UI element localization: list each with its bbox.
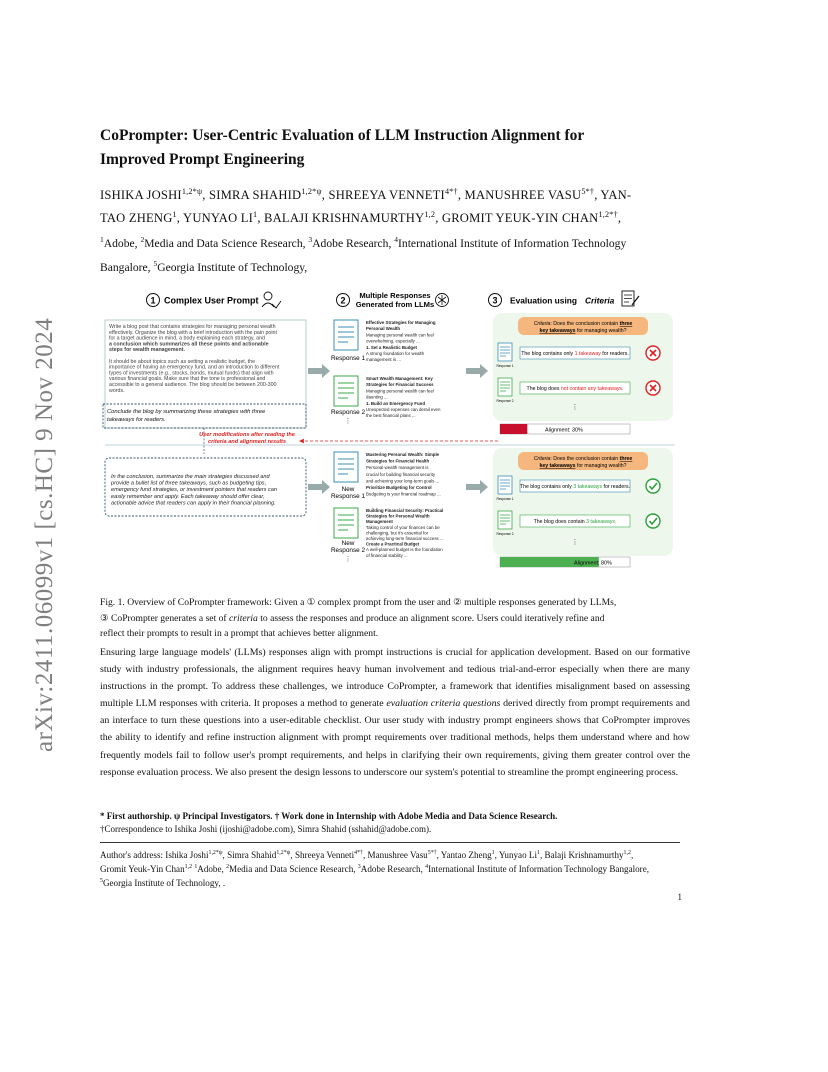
pass-check-icon — [646, 479, 660, 493]
evaluation-panel-before — [493, 313, 673, 421]
step-3-header — [489, 291, 640, 307]
criteria-question-after: Criteria: Does the conclusion contain three — [533, 456, 633, 462]
eval-new-response-2-icon — [498, 511, 512, 529]
response-1-excerpt — [366, 320, 436, 362]
svg-text:2: 2 — [340, 295, 346, 306]
resp2-lines-line: Smart Wealth Management: Key — [366, 376, 433, 381]
prompt-conclusion-line-2: takeaways for readers. — [107, 417, 166, 423]
fail-x-icon — [646, 381, 660, 395]
newresp2-lines-line: A well-planned budget is the foundation — [366, 547, 443, 553]
svg-text:⋮: ⋮ — [571, 539, 579, 546]
user-mod-line-1: User modifications after reading the — [199, 432, 295, 438]
newresp1-lines-line: Mastering Personal Wealth: Simple — [366, 452, 440, 457]
checklist-icon — [622, 291, 639, 306]
prompt-lines-line: accessible to a general audience. The blog should be between 200-300 — [109, 382, 277, 388]
resp2-lines-line: the best financial plans ... — [366, 413, 416, 419]
new-prompt-lines-line: provide a bullet list of three takeaways, such as budgeting tips, — [111, 480, 267, 487]
newresp1-lines-line: Personal wealth management is — [366, 465, 429, 471]
svg-text:⋮: ⋮ — [344, 418, 352, 425]
newresp1-lines-line: Strategies for Financial Health — [366, 458, 430, 464]
eval-new-response-2-label: Response 2 — [496, 532, 514, 536]
resp1-lines-line: management is ... — [366, 357, 401, 363]
newresp1-lines-line: crucial for building financial security — [366, 471, 436, 477]
newresp2-lines-line: of financial stability ... — [366, 552, 408, 558]
address-line-1: Author's address: Ishika Joshi$^{1,2*\psi}$, Simra Shahid$^{1,2*\psi}$, Shreeya Venneti$^{4*\dagger}$, Manushree Vasu$^{5*\dagger}$, Yantao Zheng$^1$, Yunyao Li$^1$, Balaji Krishnamurthy$^{1,2}$, — [100, 849, 634, 860]
new-prompt-lines-line: emergency fund strategies, or investment pointers that readers can — [111, 487, 278, 494]
step-1-label: Complex User Prompt — [164, 295, 259, 306]
svg-text:key takeaways for managing wea: key takeaways for managing wealth? — [539, 328, 627, 334]
resp1-lines-line: overwhelming, especially ... — [366, 338, 420, 344]
caption-line-1: Fig. 1. Overview of CoPrompter framework: Given a ① complex prompt from the user and ② multiple responses generated by LLMs, — [100, 597, 617, 608]
new-response-1-label-a: New — [341, 486, 355, 493]
footer-divider — [100, 842, 680, 843]
new-response-2-label-a: New — [341, 540, 355, 547]
prompt-lines-line: importance of having an emergency fund, and an introduction to different — [109, 364, 280, 371]
user-mod-line-2: criteria and alignment results — [207, 439, 287, 445]
new-prompt-lines-line: actionable advice that readers can apply in their financial planning. — [111, 500, 276, 507]
title-line-1: CoPrompter: User-Centric Evaluation of LLM Instruction Alignment for — [100, 127, 585, 144]
affiliations — [100, 232, 740, 280]
address-line-3: $^5$Georgia Institute of Technology, . — [100, 877, 226, 888]
evaluation-panel-after — [493, 448, 673, 556]
eval-response-2-icon — [498, 378, 512, 396]
newresp1-lines-line: and achieving your long-term goals ... — [366, 478, 440, 484]
step-3-label-b: Criteria — [585, 295, 615, 306]
alignment-after-text: Alignment: 80% — [574, 560, 612, 567]
new-prompt-lines-line: easily remember and apply. Each takeaway should offer clear, — [111, 493, 265, 500]
resp2-lines-line: Strategies for Financial Success — [366, 382, 434, 388]
arxiv-identifier — [8, 290, 66, 760]
resp1-lines-line: 1. Set a Realistic Budget — [366, 344, 417, 350]
prompt-lines-line: effectively. Organize the blog with a brief introduction with the pain point — [109, 329, 277, 336]
prompt-lines-line: types of investments (e.g., stocks, bonds, mutual funds) that align with — [109, 370, 274, 377]
author-list — [100, 184, 740, 230]
title-line-2: Improved Prompt Engineering — [100, 151, 305, 168]
framework-figure — [100, 288, 680, 580]
prompt-lines-line: various financial goals. Make sure that the tone is professional and — [109, 376, 266, 383]
resp1-lines-line: Managing personal wealth can feel — [366, 332, 434, 338]
footnote-correspondence: †Correspondence to Ishika Joshi (ijoshi@adobe.com), Simra Shahid (sshahid@adobe.com). — [100, 824, 432, 834]
response-2-label: Response 2 — [330, 409, 366, 416]
fail-x-icon — [646, 346, 660, 360]
response-1-label: Response 1 — [330, 355, 366, 362]
prompt-lines-line: It should be about topics such as setting a realistic budget, the — [109, 358, 256, 365]
original-prompt-box — [103, 320, 306, 428]
resp2-lines-line: 1. Build an Emergency Fund — [366, 400, 426, 406]
footnote-authorship: * First authorship. ψ Principal Investigators. † Work done in Internship with Adobe Media and Data Science Research. — [100, 811, 558, 821]
eval-new-response-1-label: Response 1 — [496, 497, 514, 501]
authors-line-2: TAO ZHENG$^1$, YUNYAO $LI^1$, BALAJI KRISHNAMURTHY$^{1,2}$, GROMIT YEUK-YIN $CHAN^{1,2*\dagger}$, — [100, 209, 622, 225]
resp1-lines-line: A strong foundation for wealth — [366, 351, 425, 356]
prompt-lines-line: a conclusion which summarizes all these points and actionable — [109, 341, 269, 348]
new-prompt-lines-line: In the conclusion, summarize the main strategies discussed and — [111, 474, 270, 480]
eval-response-1-label: Response 1 — [496, 364, 514, 368]
newresp2-lines-line: challenging, but it's essential for — [366, 530, 429, 536]
newresp2-lines-line: Building Financial Security: Practical — [366, 508, 444, 513]
step-2-label-b: Generated from LLMs — [355, 300, 435, 309]
prompt-lines-line: words. — [109, 387, 125, 394]
svg-text:key takeaways for managing wea: key takeaways for managing wealth? — [539, 463, 627, 469]
newresp2-lines-line: Management — [366, 519, 393, 525]
svg-text:3: 3 — [492, 295, 498, 306]
page-number: 1 — [677, 892, 682, 902]
arrow-to-new-responses — [308, 480, 330, 494]
revised-prompt-box — [105, 458, 306, 516]
response-2-doc-icon — [334, 376, 358, 406]
eval-text-3: The blog contains only 3 takeaways for readers. — [519, 484, 631, 490]
figure-caption — [100, 595, 690, 642]
arrow-to-responses — [308, 364, 330, 378]
response-1-doc-icon — [334, 320, 358, 350]
eval-text-1: The blog contains only 1 takeaway for readers. — [521, 351, 629, 357]
user-icon — [262, 292, 281, 308]
user-modification-note — [199, 432, 498, 445]
criteria-question-before: Criteria: Does the conclusion contain three — [533, 321, 633, 327]
alignment-bar-after — [500, 557, 630, 567]
newresp2-lines-line: Strategies for Personal Wealth — [366, 513, 430, 519]
caption-line-3: reflect their prompts to result in a prompt that achieves better alignment. — [100, 628, 379, 639]
new-response-1-doc-icon — [334, 452, 358, 482]
step-3-label-a: Evaluation using — [510, 295, 578, 306]
new-response-2-excerpt — [366, 508, 444, 558]
new-response-2-doc-icon — [334, 508, 358, 538]
arrow-to-new-evaluation — [466, 480, 488, 494]
authors-line-1: ISHIKA $JOSHI^{1,2*\psi}$, SIMRA $SHAHID^{1,2*\psi}$, SHREEYA $VENNETI^{4*\dagger}$, MANUSHREE $VASU^{5*\dagger}$, YAN- — [100, 186, 632, 202]
resp2-lines-line: daunting ... — [366, 394, 388, 400]
resp2-lines-line: Unexpected expenses can derail even — [366, 407, 441, 412]
arrow-to-evaluation — [466, 364, 488, 378]
step-2-label-a: Multiple Responses — [359, 291, 431, 300]
eval-new-response-1-icon — [498, 476, 512, 494]
caption-line-2: ③ CoPrompter generates a set of criteria to assess the responses and produce an alignment score. Users could iteratively refine and — [100, 612, 605, 624]
svg-text:⋮: ⋮ — [344, 556, 352, 563]
affil-line-2: Bangalore, $^5$Georgia Institute of Technology, — [100, 259, 308, 274]
step-2-header — [337, 291, 449, 309]
newresp1-lines-line: Budgeting is your financial roadmap ... — [366, 491, 441, 497]
prompt-conclusion-line-1: Conclude the blog by summarizing these strategies with three — [107, 409, 266, 415]
eval-response-2-label: Response 2 — [496, 399, 514, 403]
openai-logo-icon — [436, 294, 449, 307]
affil-line-1: $^1$Adobe, $^2$Media and Data Science Research, $^3$Adobe Research, $^4$International Institute of Information Technology — [100, 235, 627, 250]
alignment-bar-before — [500, 424, 630, 434]
address-line-2: Gromit Yeuk-Yin Chan$^{1,2}$ $^1$Adobe, $^2$Media and Data Science Research, $^3$Adobe Research, $^4$International Institute of Information Technology Bangalore, — [100, 863, 650, 874]
alignment-before-text: Alignment: 30% — [545, 427, 583, 434]
prompt-lines-line: steps for wealth management. — [109, 347, 185, 354]
pass-check-icon — [646, 514, 660, 528]
eval-response-1-icon — [498, 343, 512, 361]
new-response-1-label-b: Response 1 — [330, 493, 366, 500]
newresp2-lines-line: Taking control of your finances can be — [366, 524, 440, 530]
svg-text:1: 1 — [150, 295, 156, 306]
prompt-lines-line: for a target audience in mind, a body explaining each strategy, and — [109, 335, 265, 342]
abstract: Ensuring large language models' (LLMs) responses align with prompt instructions is crucial for application development. Based on our formative study with industry professionals, the alignment requires heavy human involvement and tedious trial-and-error especially when there are many instructions in the prompt. To address these challenges, we introduce CoPrompter, a framework that identifies misalignment based on assessing multiple LLM responses with criteria. It proposes a method to generate evaluation criteria questions derived directly from prompt requirements and an interface to turn these questions into a user-editable checklist. Our user study with industry prompt engineers shows that CoPrompter improves the ability to identify and refine instruction alignment with prompt requirements over traditional methods, helps them understand where and how frequently models fail to follow user's prompt requirements, and helps in clarifying their own requirements, giving them greater control over the response evaluation process. We also present the design lessons to underscore our system's potential to streamline the prompt engineering process. — [100, 647, 690, 778]
resp1-lines-line: Effective Strategies for Managing — [366, 320, 436, 325]
new-response-1-excerpt — [366, 452, 441, 497]
resp2-lines-line: Managing personal wealth can feel — [366, 388, 434, 394]
paper-title — [100, 124, 740, 172]
new-response-2-label-b: Response 2 — [330, 547, 366, 554]
author-address — [100, 848, 685, 890]
newresp2-lines-line: Create a Practical Budget — [366, 541, 420, 547]
resp1-lines-line: Personal Wealth — [366, 326, 401, 332]
arxiv-id-text: arXiv:2411.06099v1 [cs.HC] 9 Nov 2024 — [31, 317, 58, 752]
prompt-lines-line: Write a blog post that contains strategies for managing personal wealth — [109, 324, 276, 330]
svg-text:⋮: ⋮ — [571, 404, 579, 411]
eval-text-2: The blog does not contain any takeaways. — [526, 386, 624, 392]
step-1-header — [147, 292, 282, 308]
eval-text-4: The blog does contain 3 takeaways. — [533, 519, 617, 525]
newresp1-lines-line: Prioritize Budgeting for Control — [366, 485, 432, 490]
response-2-excerpt — [366, 376, 441, 418]
newresp2-lines-line: achieving long-term financial success ... — [366, 536, 444, 541]
